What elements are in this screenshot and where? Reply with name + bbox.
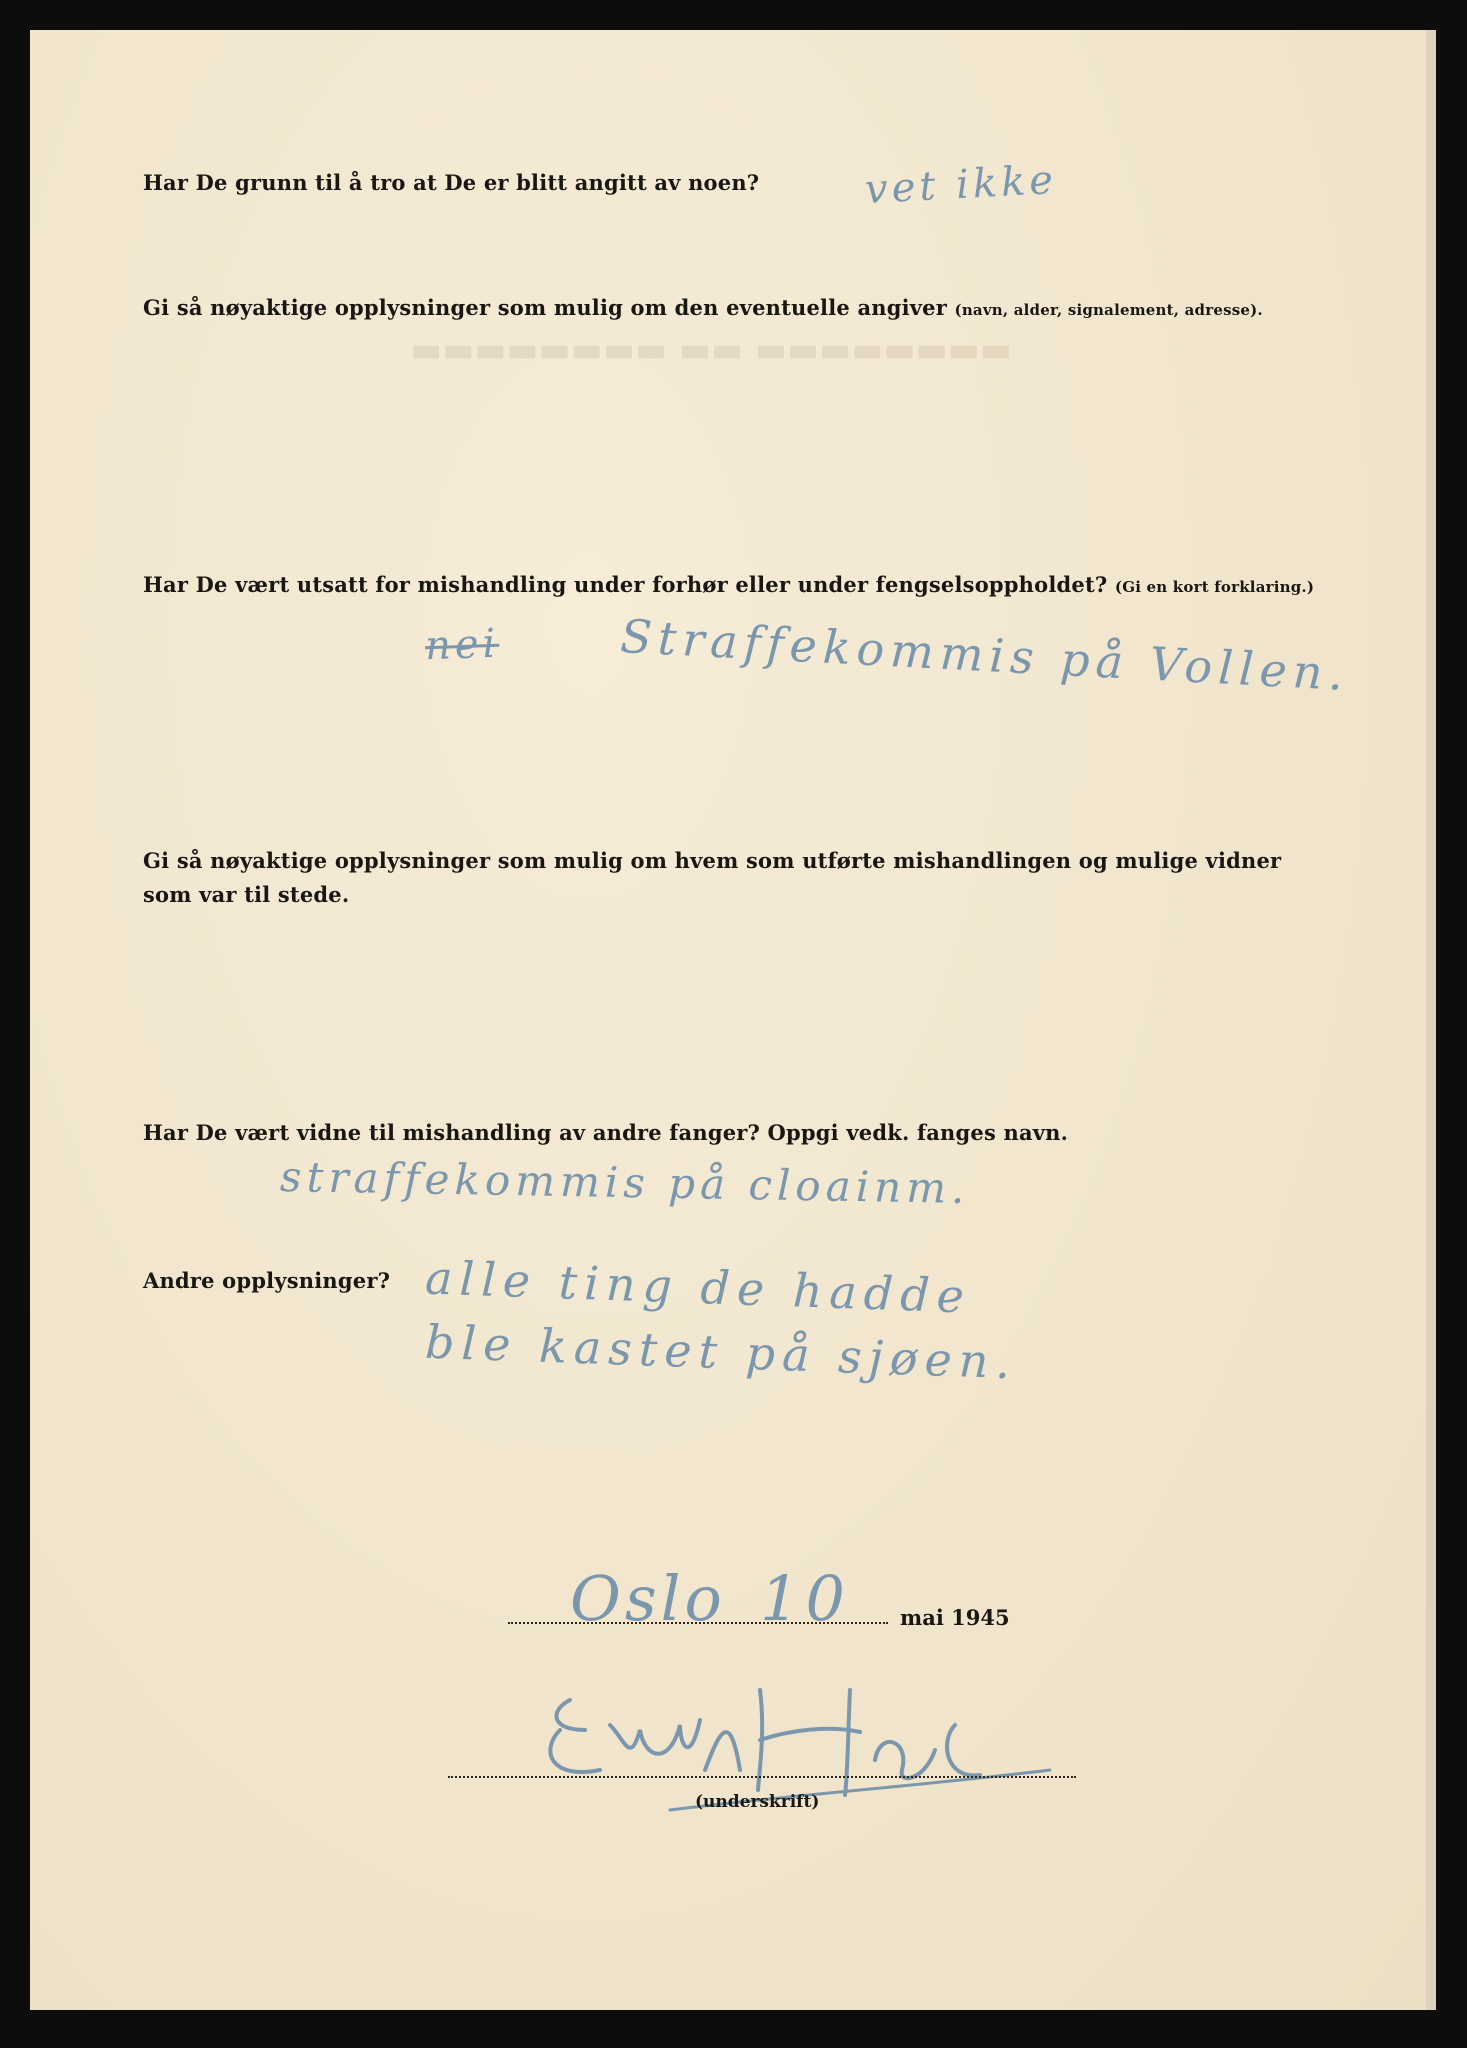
answer-mishandling: Straffekommis på Vollen. — [619, 608, 1351, 702]
question-mishandling-note: (Gi en kort forklaring.) — [1114, 578, 1315, 596]
question-angitt: Har De grunn til å tro at De er blitt angitt av noen? — [143, 170, 760, 195]
answer-andre-line1: alle ting de hadde — [424, 1250, 972, 1324]
question-angiver-details — [143, 295, 1263, 320]
answer-mishandling-struck: nei — [424, 620, 501, 670]
answer-andre-line2: ble kastet på sjøen. — [424, 1314, 1019, 1390]
signature-dotted-line — [448, 1776, 1076, 1778]
question-utforte-line2: som var til stede. — [143, 882, 350, 907]
bleed-through-text: ▬▬▬▬▬▬▬▬ ▬▬ ▬▬▬▬▬▬▬▬ — [410, 330, 1012, 370]
question-mishandling-text: Har De vært utsatt for mishandling under forhør eller under fengselsoppholdet? — [143, 572, 1108, 597]
question-utforte-line1: Gi så nøyaktige opplysninger som mulig om hvem som utførte mishandlingen og mulige vidner — [143, 848, 1282, 873]
answer-vidne: straffekommis på cloainm. — [279, 1151, 970, 1214]
question-vidne: Har De vært vidne til mishandling av andre fanger? Oppgi vedk. fanges navn. — [143, 1120, 1069, 1145]
signature-caption: (underskrift) — [695, 1792, 820, 1812]
question-andre: Andre opplysninger? — [143, 1268, 391, 1293]
paper-edge — [1426, 30, 1436, 2010]
question-angiver-note: (navn, alder, signalement, adresse). — [954, 301, 1263, 319]
question-mishandling — [143, 572, 1314, 597]
date-month-year: mai 1945 — [900, 1605, 1010, 1630]
date-day: 10 — [760, 1562, 851, 1635]
date-place: Oslo — [570, 1562, 726, 1635]
document-page — [30, 30, 1426, 2010]
answer-angitt: vet ikke — [863, 157, 1059, 213]
question-angiver-text: Gi så nøyaktige opplysninger som mulig om den eventuelle angiver — [143, 295, 948, 320]
